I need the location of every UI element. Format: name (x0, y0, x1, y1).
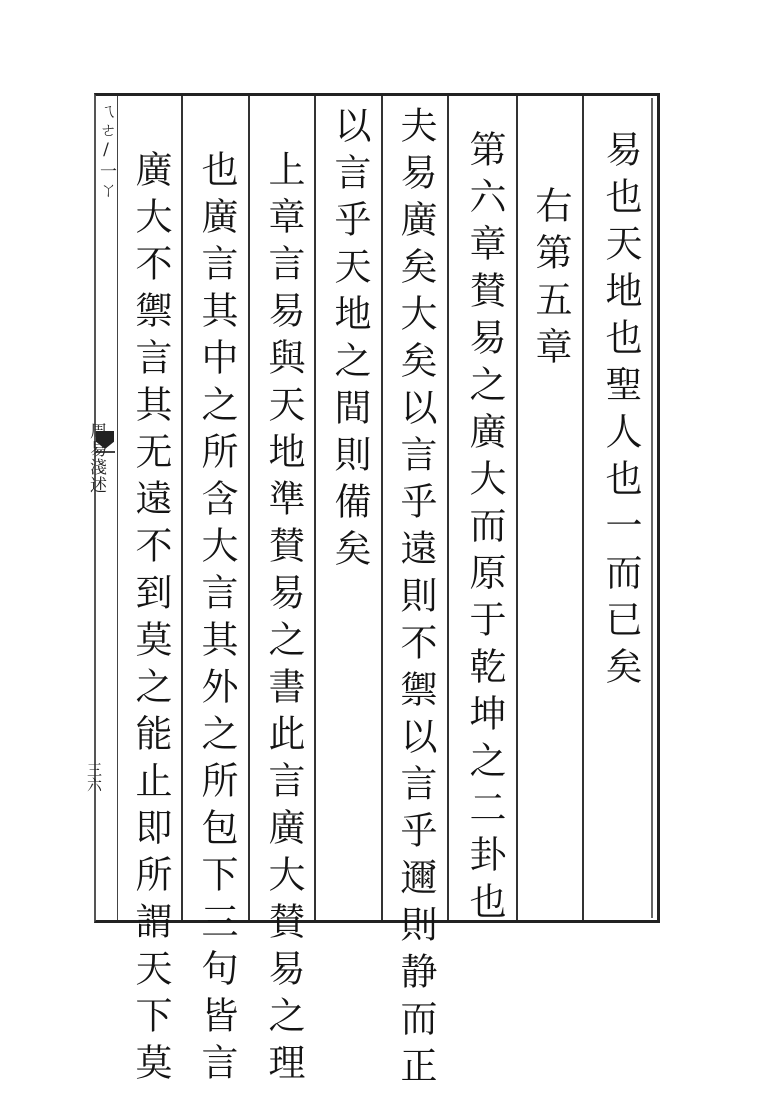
frame-inner-rule (651, 98, 653, 918)
book-title: 周易淺述 (86, 422, 106, 494)
column-text: 廣大不禦言其无遠不到莫之能止即所謂天下莫 (129, 150, 172, 1090)
column-text: 第六章賛易之廣大而原于乾坤之二卦也 (463, 130, 506, 929)
column-rule (181, 96, 183, 920)
column-text: 上章言易與天地準賛易之書此言廣大賛易之理 (262, 150, 305, 1090)
text-column (526, 186, 574, 374)
column-text: 以言乎天地之間則備矣 (328, 106, 371, 576)
text-column (259, 150, 307, 1090)
column-rule (314, 96, 316, 920)
column-text: 易也天地也聖人也一而已矣 (599, 130, 642, 694)
column-rule (248, 96, 250, 920)
text-column (325, 106, 373, 576)
page-frame (94, 93, 660, 923)
fore-edge-top-text: ㄟㄜ/一ㄚ (96, 102, 116, 200)
column-text: 也廣言其中之所含大言其外之所包下三句皆言 (195, 150, 238, 1090)
text-column (460, 130, 508, 929)
text-column (391, 106, 439, 1093)
column-rule (381, 96, 383, 920)
column-rule (516, 96, 518, 920)
fore-edge-margin (95, 96, 118, 920)
chapter-end-marker: 右第五章 (529, 186, 572, 374)
column-rule (447, 96, 449, 920)
text-column (596, 130, 644, 694)
text-column (126, 150, 174, 1090)
column-text: 夫易廣矣大矣以言乎遠則不禦以言乎邇則静而正 (394, 106, 437, 1093)
text-column (192, 150, 240, 1090)
page-number: 三六 (85, 762, 103, 792)
column-rule (582, 96, 584, 920)
